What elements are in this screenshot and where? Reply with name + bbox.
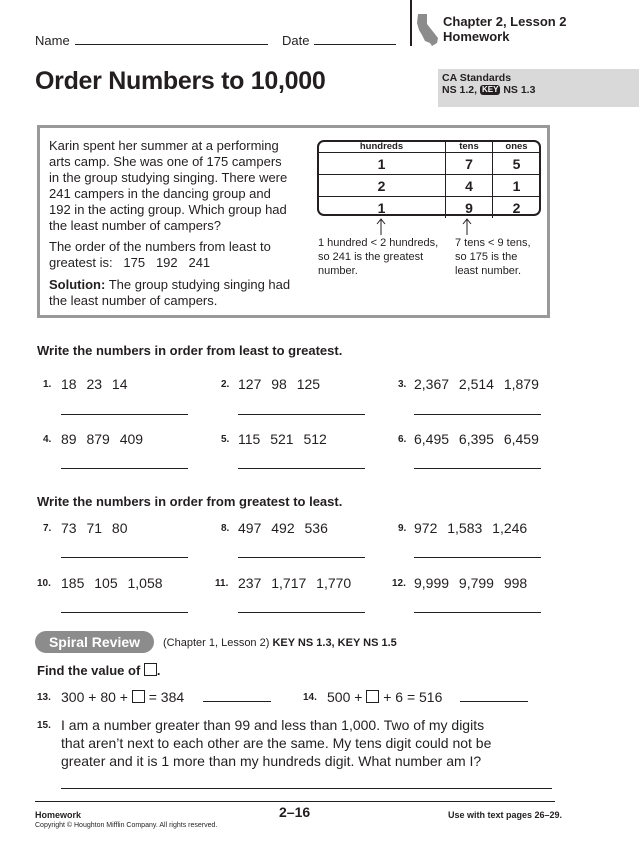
problem-values: 89 879 409	[61, 431, 144, 447]
example-solution: Solution: The group studying singing had the least number of campers.	[49, 277, 291, 308]
problem-number: 13.	[37, 692, 51, 703]
chapter-label: Chapter 2, Lesson 2	[443, 14, 567, 29]
california-icon	[416, 13, 440, 47]
page-number: 2–16	[279, 804, 311, 820]
standards-line: NS 1.2, KEY NS 1.3	[442, 84, 536, 96]
footer-right: Use with text pages 26–29.	[448, 810, 563, 820]
standards-box	[438, 69, 639, 107]
problem-values: 185 105 1,058	[61, 575, 163, 591]
table-row: 1 9 2	[318, 197, 540, 219]
problem-number: 6.	[398, 434, 407, 445]
answer-line[interactable]	[61, 468, 188, 469]
table-row: 2 4 1	[318, 175, 540, 197]
date-field[interactable]	[314, 44, 396, 45]
problem-number: 4.	[43, 434, 52, 445]
spiral-reference: (Chapter 1, Lesson 2) KEY NS 1.3, KEY NS 1.5	[163, 637, 397, 649]
problem-15: I am a number greater than 99 and less than 1,000. Two of my digits that aren’t next to each other are the same. My tens digit could not be greater and it is 1 more than my hundreds digit. What number am I?	[61, 717, 492, 769]
spiral-review-badge: Spiral Review	[35, 631, 154, 653]
find-value-instruction: Find the value of .	[37, 663, 161, 678]
problem-13: 300 + 80 + = 384	[61, 689, 185, 705]
problem-number: 9.	[398, 523, 407, 534]
answer-line[interactable]	[61, 612, 188, 613]
problem-number: 11.	[215, 578, 229, 589]
note-right: 7 tens < 9 tens, so 175 is the least number.	[455, 237, 531, 277]
answer-line[interactable]	[460, 701, 528, 702]
answer-line[interactable]	[203, 701, 271, 702]
problem-number: 3.	[398, 379, 407, 390]
problem-values: 9,999 9,799 998	[414, 575, 528, 591]
footer-rule	[35, 801, 555, 802]
header-divider	[410, 0, 412, 46]
answer-line[interactable]	[61, 557, 188, 558]
problem-values: 18 23 14	[61, 376, 128, 392]
problem-values: 73 71 80	[61, 520, 128, 536]
arrow-up-icon	[462, 218, 472, 236]
problem-values: 6,495 6,395 6,459	[414, 431, 539, 447]
problem-values: 127 98 125	[238, 376, 321, 392]
problem-values: 115 521 512	[238, 431, 327, 447]
problem-14: 500 + + 6 = 516	[327, 689, 443, 705]
name-field[interactable]	[75, 44, 268, 45]
section2-instruction: Write the numbers in order from greatest to least.	[37, 494, 343, 509]
problem-values: 497 492 536	[238, 520, 328, 536]
date-label: Date	[282, 33, 310, 48]
answer-line[interactable]	[414, 612, 541, 613]
arrow-up-icon	[376, 218, 386, 236]
section1-instruction: Write the numbers in order from least to greatest.	[37, 343, 343, 358]
problem-number: 12.	[392, 578, 406, 589]
answer-line[interactable]	[414, 557, 541, 558]
homework-label: Homework	[443, 29, 510, 44]
name-label: Name	[35, 33, 70, 48]
box-icon	[144, 663, 157, 676]
problem-values: 2,367 2,514 1,879	[414, 376, 539, 392]
table-row: 1 7 5	[318, 153, 540, 175]
column-header: ones	[493, 141, 541, 153]
example-order: The order of the numbers from least to greatest is: 175 192 241	[49, 239, 271, 270]
note-left: 1 hundred < 2 hundreds, so 241 is the greatest number.	[318, 237, 439, 277]
problem-number: 14.	[303, 692, 317, 703]
problem-number: 7.	[43, 523, 52, 534]
standards-title: CA Standards	[442, 72, 512, 84]
example-problem: Karin spent her summer at a performing arts camp. She was one of 175 campers in the group studying singing. There were 241 campers in the dancing group and 192 in the acting group. Which group had the least number of campers?	[49, 138, 288, 233]
problem-number: 15.	[37, 720, 51, 731]
key-badge: KEY	[481, 85, 499, 94]
footer-left: Homework	[35, 810, 82, 820]
copyright: Copyright © Houghton Mifflin Company. All rights reserved.	[35, 822, 218, 829]
answer-line[interactable]	[238, 557, 365, 558]
problem-values: 237 1,717 1,770	[238, 575, 352, 591]
answer-line[interactable]	[414, 414, 541, 415]
answer-line[interactable]	[61, 788, 552, 789]
problem-number: 5.	[221, 434, 230, 445]
answer-line[interactable]	[61, 414, 188, 415]
problem-number: 1.	[43, 379, 52, 390]
answer-line[interactable]	[238, 612, 365, 613]
answer-line[interactable]	[238, 414, 365, 415]
answer-line[interactable]	[414, 468, 541, 469]
box-icon	[366, 690, 379, 703]
page-title: Order Numbers to 10,000	[35, 67, 326, 95]
column-header: tens	[446, 141, 493, 153]
problem-number: 2.	[221, 379, 230, 390]
answer-line[interactable]	[238, 468, 365, 469]
problem-values: 972 1,583 1,246	[414, 520, 528, 536]
column-header: hundreds	[318, 141, 446, 153]
problem-number: 10.	[37, 578, 51, 589]
box-icon	[132, 690, 145, 703]
place-value-table	[318, 141, 540, 218]
problem-number: 8.	[221, 523, 230, 534]
